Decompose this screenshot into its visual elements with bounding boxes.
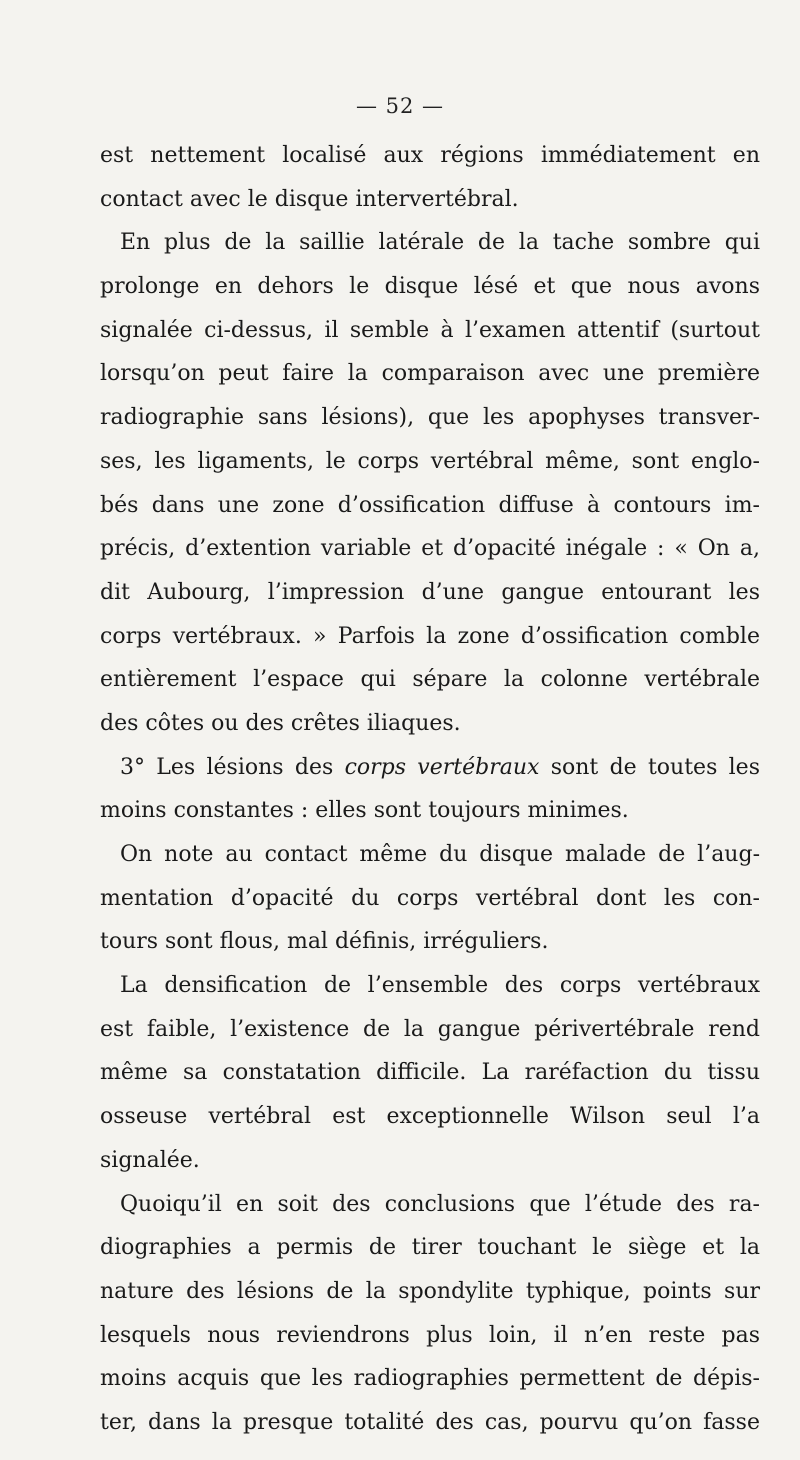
text-segment: sont de toutes les [539,754,760,780]
text-line: même sa constatation difficile. La raréfaction du tissu [100,1060,760,1086]
page-number: — 52 — [355,94,445,118]
text-line: signalée. [100,1147,200,1173]
text-line: contact avec le disque intervertébral. [100,186,519,212]
text-line: ses, les ligaments, le corps vertébral même, sont englo- [100,448,760,474]
text-line: La densification de l’ensemble des corps vertébraux [120,973,760,999]
text-line: moins acquis que les radiographies permettent de dépis- [100,1366,760,1392]
italic-term: corps vertébraux [344,754,540,780]
text-line: On note au contact même du disque malade de l’aug- [120,842,760,867]
text-line [100,746,760,790]
text-line: prolonge en dehors le disque lésé et que nous avons [100,274,760,300]
text-line: signalée ci-dessus, il semble à l’examen attentif (surtout [100,317,760,343]
text-line: tours sont flous, mal définis, irréguliers. [100,929,549,955]
text-line: est nettement localisé aux régions immédiatement en [100,143,760,168]
text-line: est faible, l’existence de la gangue périvertébrale rend [100,1016,760,1042]
text-line: radiographie sans lésions), que les apophyses transver- [100,405,760,431]
text-line: précis, d’extention variable et d’opacité inégale : « On a, [100,536,760,562]
text-line: En plus de la saillie latérale de la tache sombre qui [120,230,760,256]
text-line: lesquels nous reviendrons plus loin, il n’en reste pas [100,1322,760,1348]
text-line: bés dans une zone d’ossification diffuse à contours im- [100,492,760,518]
text-line: diographies a permis de tirer touchant le siège et la [100,1235,760,1261]
text-line: osseuse vertébral est exceptionnelle Wilson seul l’a [100,1104,760,1130]
text-line: ter, dans la presque totalité des cas, pourvu qu’on fasse [100,1409,760,1435]
text-line: nature des lésions de la spondylite typhique, points sur [100,1278,760,1304]
text-line: des côtes ou des crêtes iliaques. [100,710,461,736]
body-text [100,134,760,1445]
text-line: Quoiqu’il en soit des conclusions que l’étude des ra- [120,1191,760,1217]
text-line: lorsqu’on peut faire la comparaison avec une première [100,361,760,387]
text-line: entièrement l’espace qui sépare la colonne vertébrale [100,667,760,693]
text-line: corps vertébraux. » Parfois la zone d’ossification comble [100,623,760,649]
text-line: mentation d’opacité du corps vertébral dont les con- [100,885,760,911]
text-line: dit Aubourg, l’impression d’une gangue entourant les [100,579,760,605]
text-segment: 3° Les lésions des [120,754,345,780]
text-line: moins constantes : elles sont toujours minimes. [100,798,629,824]
